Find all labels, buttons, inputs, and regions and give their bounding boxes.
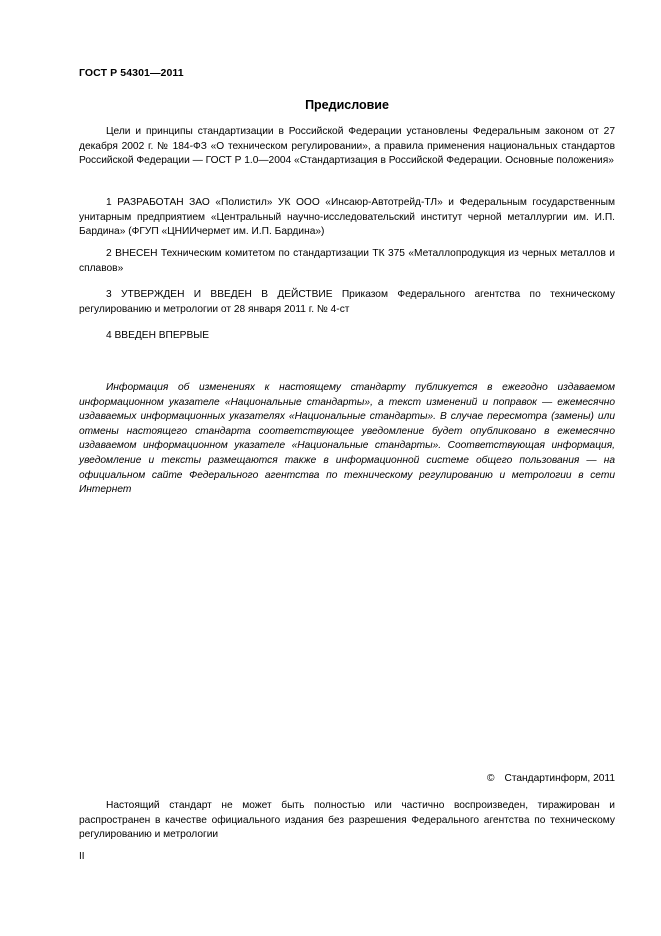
page-number: II [79,851,85,862]
item-developed: 1 РАЗРАБОТАН ЗАО «Полистил» УК ООО «Инсаюр-Автотрейд-ТЛ» и Федеральным государственным унитарным предприятием «Центральный научно-исследовательский институт черной металлургии им. И.П. Бардина» (ФГУП «ЦНИИчермет им. И.П. Бардина») [79,197,615,238]
rights-notice-paragraph: Настоящий стандарт не может быть полностью или частично воспроизведен, тиражирован и распространен в качестве официального издания без разрешения Федерального агентства по техническому регулированию и метрологии [79,800,615,841]
copyright-symbol: © [486,773,495,784]
copyright-line [79,773,615,784]
info-note-paragraph: Информация об изменениях к настоящему стандарту публикуется в ежегодно издаваемом информационном указателе «Национальные стандарты», а текст изменений и поправок — ежемесячно издаваемых информационных указателях «Национальные стандарты». В случае пересмотра (замены) или отмены настоящего стандарта соответствующее уведомление будет опубликовано в ежемесячно издаваемом информационном указателе «Национальные стандарты». Соответствующая информация, уведомление и тексты размещаются также в информационной системе общего пользования — на официальном сайте Федерального агентства по техническому регулированию и метрологии в сети Интернет [79,382,615,496]
item-first-introduced: 4 ВВЕДЕН ВПЕРВЫЕ [106,330,210,341]
item-approved: 3 УТВЕРЖДЕН И ВВЕДЕН В ДЕЙСТВИЕ Приказом Федерального агентства по техническому регулированию и метрологии от 28 января 2011 г. № 4-ст [79,289,615,315]
intro-paragraph: Цели и принципы стандартизации в Российской Федерации установлены Федеральным законом от 27 декабря 2002 г. № 184-ФЗ «О техническом регулировании», а правила применения национальных стандартов Российской Федерации — ГОСТ Р 1.0—2004 «Стандартизация в Российской Федерации. Основные положения» [79,126,615,167]
document-header: ГОСТ Р 54301—2011 [79,67,184,79]
item-introduced: 2 ВНЕСЕН Техническим комитетом по стандартизации ТК 375 «Металлопродукция из черных металлов и сплавов» [79,248,615,274]
copyright-text: Стандартинформ, 2011 [504,773,615,784]
page-title: Предисловие [305,98,389,112]
